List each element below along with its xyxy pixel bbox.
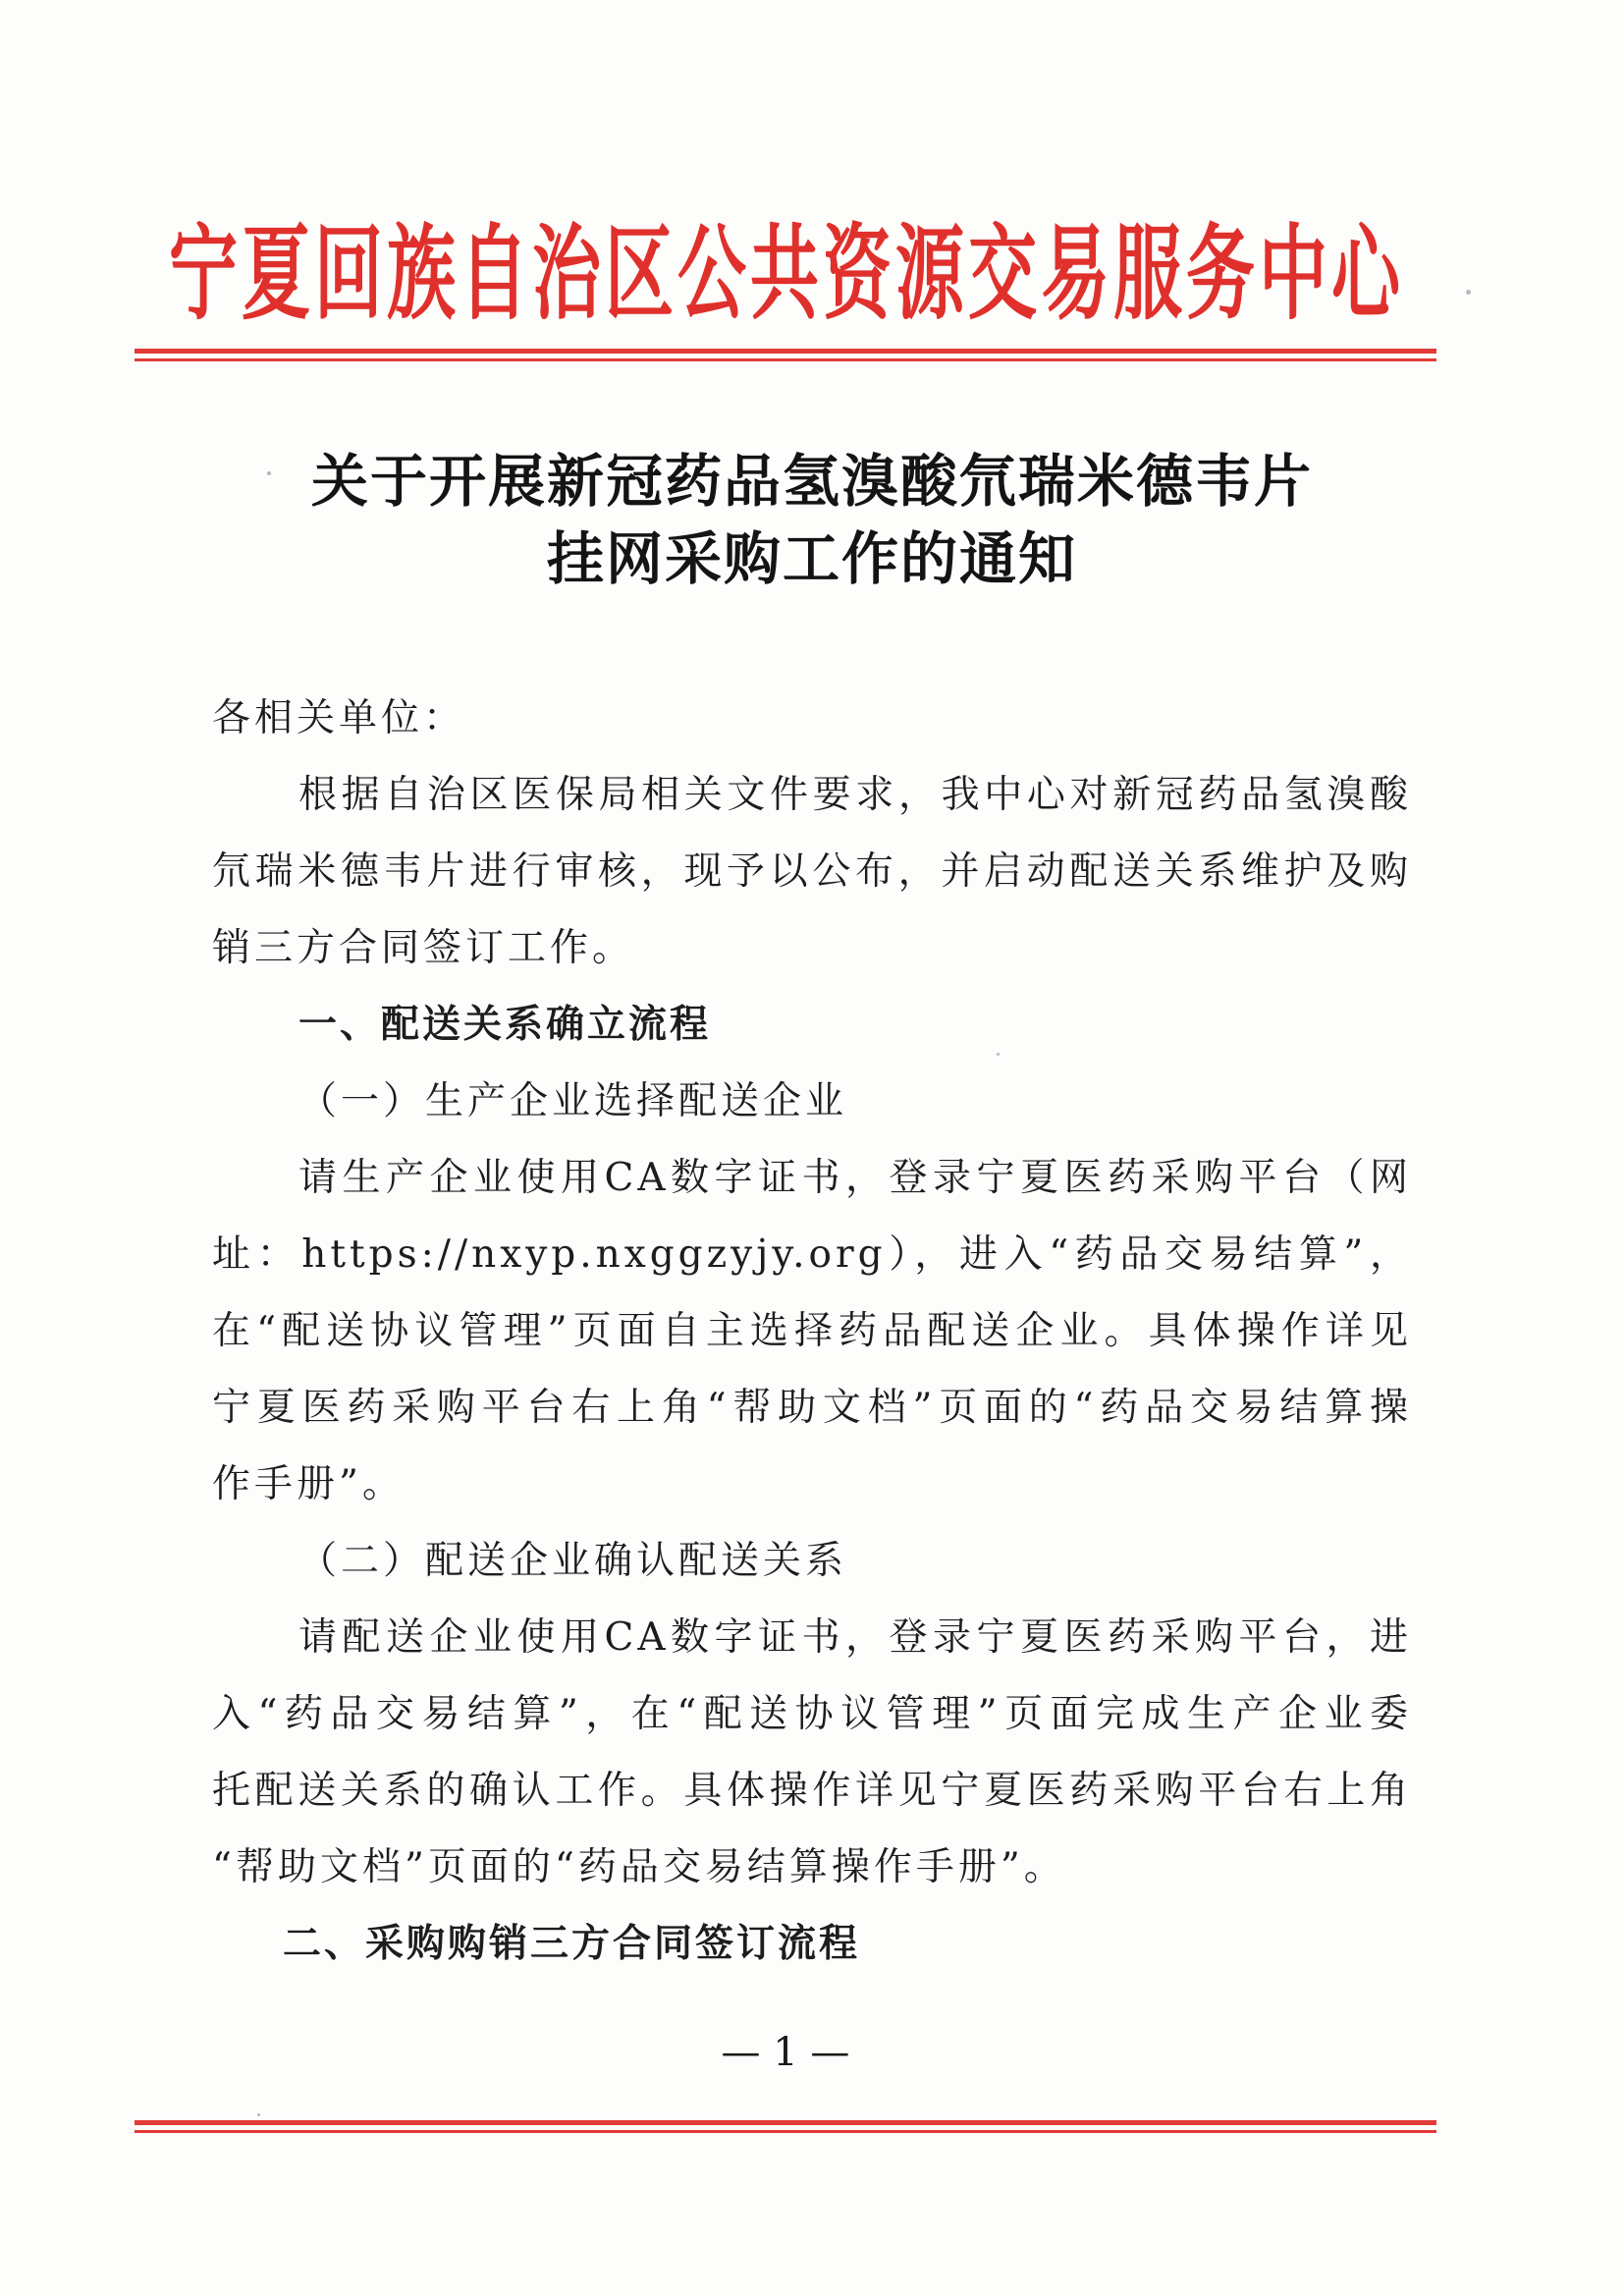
title-line-1: 关于开展新冠药品氢溴酸氘瑞米德韦片 xyxy=(310,448,1313,515)
scan-speck xyxy=(267,471,271,475)
scan-speck xyxy=(257,2113,260,2116)
subsection-heading-2: （二）配送企业确认配送关系 xyxy=(298,1539,848,1583)
paragraph-line: 在“配送协议管理”页面自主选择药品配送企业。具体操作详见 xyxy=(212,1309,1412,1353)
paragraph-line: 址：https://nxyp.nxggzyjy.org），进入“药品交易结算”， xyxy=(212,1232,1412,1277)
organization-header: 宁夏回族自治区公共资源交易服务中心 xyxy=(169,212,1400,335)
paragraph-line: 托配送关系的确认工作。具体操作详见宁夏医药采购平台右上角 xyxy=(212,1769,1412,1813)
footer-rule-thick xyxy=(135,2120,1436,2125)
document-title xyxy=(0,443,1624,598)
paragraph-line: 销三方合同签订工作。 xyxy=(212,926,635,970)
salutation: 各相关单位： xyxy=(212,696,466,740)
header-rule-thin xyxy=(135,358,1436,361)
subsection-heading-1: （一）生产企业选择配送企业 xyxy=(298,1079,848,1123)
paragraph-line: 作手册”。 xyxy=(212,1462,405,1506)
page-number: — 1 — xyxy=(721,2030,850,2075)
scan-speck xyxy=(997,1053,1000,1056)
footer-rule-thin xyxy=(135,2130,1436,2133)
header-rule-thick xyxy=(135,349,1436,354)
scan-speck xyxy=(1466,290,1471,295)
intro-paragraph xyxy=(212,757,1412,987)
paragraph-line: 请生产企业使用CA数字证书，登录宁夏医药采购平台（网 xyxy=(298,1156,1412,1200)
paragraph-line: 宁夏医药采购平台右上角“帮助文档”页面的“药品交易结算操 xyxy=(212,1386,1412,1430)
document-body xyxy=(212,681,1412,1983)
section-heading-2: 二、采购购销三方合同签订流程 xyxy=(283,1922,861,1966)
paragraph-line: 根据自治区医保局相关文件要求，我中心对新冠药品氢溴酸 xyxy=(298,773,1412,817)
paragraph-line: 入“药品交易结算”，在“配送协议管理”页面完成生产企业委 xyxy=(212,1692,1412,1736)
paragraph-line: 请配送企业使用CA数字证书，登录宁夏医药采购平台，进 xyxy=(298,1615,1412,1660)
subsection-2-paragraph xyxy=(212,1600,1412,1906)
section-heading-1: 一、配送关系确立流程 xyxy=(298,1003,712,1047)
paragraph-line: 氘瑞米德韦片进行审核，现予以公布，并启动配送关系维护及购 xyxy=(212,849,1412,894)
subsection-1-paragraph xyxy=(212,1140,1412,1523)
paragraph-line: “帮助文档”页面的“药品交易结算操作手册”。 xyxy=(212,1845,1066,1889)
title-line-2: 挂网采购工作的通知 xyxy=(546,525,1077,592)
